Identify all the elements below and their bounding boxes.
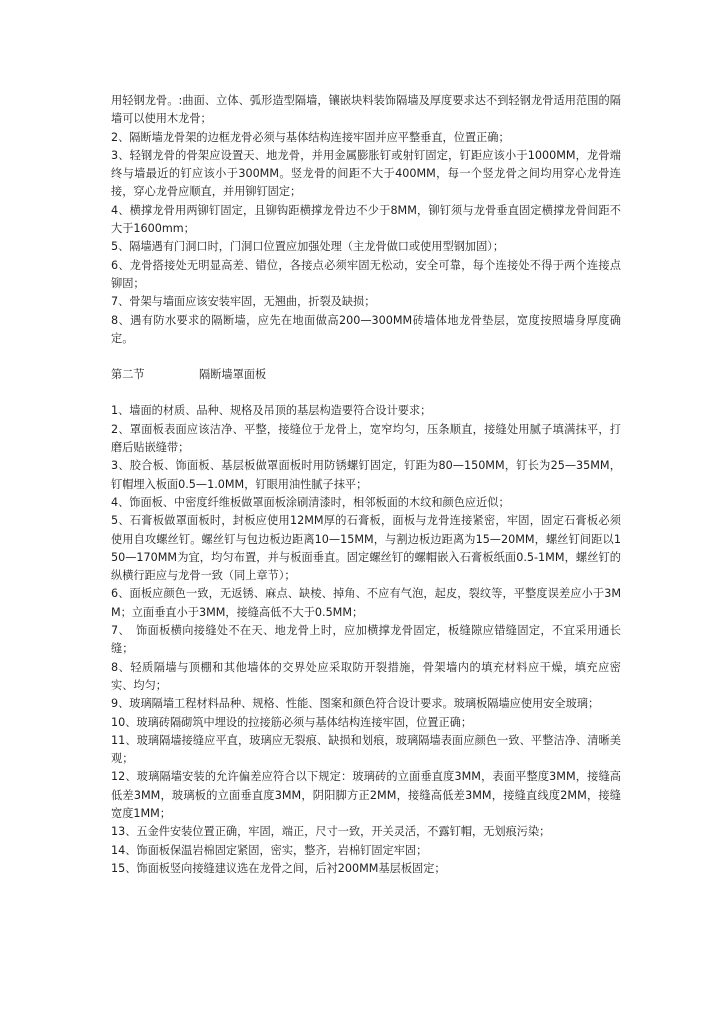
section-spacer: [111, 348, 621, 366]
panel-item-5: 5、石膏板做罩面板时，封板应使用12MM厚的石膏板，面板与龙骨连接紧密，牢固，固定石膏板必须使用自攻螺丝钉。螺丝钉与包边板边距离10—15MM，与割边板边距离为15—20MM，螺丝钉间距以150—170MM为宜，均匀布置，并与板面垂直。固定螺丝钉的螺帽嵌入石膏板纸面0.5-1MM，螺丝钉的纵横行距应与龙骨一致（同上章节）；: [111, 514, 621, 583]
panel-item-3: 3、胶合板、饰面板、基层板做罩面板时用防锈螺钉固定，钉距为80—150MM，钉长为25—35MM，钉帽埋入板面0.5—1.0MM，钉眼用油性腻子抹平；: [111, 459, 621, 491]
panel-item-13: 13、五金件安装位置正确，牢固，端正，尺寸一致，开关灵活，不露钉帽，无划痕污染；: [111, 825, 551, 839]
requirement-item-7: 7、骨架与墙面应该安装牢固，无翘曲，折裂及缺损；: [111, 295, 376, 309]
section-heading: [111, 366, 621, 384]
panel-item-15: 15、饰面板竖向接缝建议选在龙骨之间，后衬200MM基层板固定；: [111, 861, 446, 875]
panel-item-2: 2、罩面板表面应该洁净、平整，接缝位于龙骨上，宽窄均匀，压条顺直，接缝处用腻子填满抹平，打磨后贴嵌缝带；: [111, 422, 621, 455]
requirement-item-8: 8、遇有防水要求的隔断墙，应先在地面做高200—300MM砖墙体地龙骨垫层，宽度按照墙身厚度确定。: [111, 313, 621, 345]
section-spacer: [111, 384, 621, 402]
requirement-item-2: 2、隔断墙龙骨架的边框龙骨必须与基体结构连接牢固并应平整垂直，位置正确；: [111, 130, 510, 144]
panel-item-1: 1、墙面的材质、品种、规格及吊顶的基层构造要符合设计要求；: [111, 404, 432, 418]
panel-item-11: 11、玻璃隔墙接缝应平直，玻璃应无裂痕、缺损和划痕，玻璃隔墙表面应颜色一致、平整洁净、清晰美观；: [111, 733, 621, 766]
requirement-item-3: 3、轻钢龙骨的骨架应设置天、地龙骨，并用金属膨胀钉或射钉固定，钉距应该小于1000MM，龙骨端终与墙最近的钉应该小于300MM。竖龙骨的间距不大于400MM，每一个竖龙骨之间均用穿心龙骨连接，穿心龙骨应顺直，并用铆钉固定；: [111, 148, 621, 199]
document-body: [111, 92, 621, 878]
panel-item-7: 7、 饰面板横向接缝处不在天、地龙骨上时，应加横撑龙骨固定，板缝隙应错缝固定，不宜采用通长缝；: [111, 624, 621, 656]
panel-item-10: 10、玻璃砖隔砌筑中埋设的拉接筋必须与基体结构连接牢固，位置正确；: [111, 715, 473, 729]
panel-item-9: 9、玻璃隔墙工程材料品种、规格、性能、图案和颜色符合设计要求。玻璃板隔墙应使用安全玻璃；: [111, 697, 600, 711]
panel-item-6: 6、面板应颜色一致，无返锈、麻点、缺棱、掉角、不应有气泡，起皮，裂纹等，平整度误差应小于3MM；立面垂直小于3MM，接缝高低不大于0.5MM；: [111, 587, 621, 619]
section-number: 第二节: [111, 368, 145, 382]
panel-item-4: 4、饰面板、中密度纤维板做罩面板涂刷清漆时，相邻板面的木纹和颜色应近似；: [111, 495, 510, 509]
requirement-item-4: 4、横撑龙骨用两铆钉固定，且铆钩距横撑龙骨边不少于8MM，铆钉须与龙骨垂直固定横撑龙骨间距不大于1600mm；: [111, 203, 621, 236]
panel-item-8: 8、轻质隔墙与顶棚和其他墙体的交界处应采取防开裂措施，骨架墙内的填充材料应干燥，填充应密实、均匀；: [111, 660, 621, 692]
requirement-item-6: 6、龙骨搭接处无明显高差、错位，各接点必须牢固无松动，安全可靠，每个连接处不得于两个连接点铆固；: [111, 258, 621, 290]
section-title: 隔断墙罩面板: [199, 368, 267, 382]
panel-item-12: 12、玻璃隔墙安装的允许偏差应符合以下规定：玻璃砖的立面垂直度3MM，表面平整度3MM，接缝高低差3MM，玻璃板的立面垂直度3MM，阴阳脚方正2MM，接缝高低差3MM，接缝直线度2MM，接缝宽度1MM；: [111, 770, 621, 820]
requirement-item-5: 5、隔墙遇有门洞口时，门洞口位置应加强处理（主龙骨做口或使用型钢加固）；: [111, 240, 505, 254]
panel-item-14: 14、饰面板保温岩棉固定紧固，密实，整齐，岩棉钉固定牢固；: [111, 843, 428, 857]
paragraph-continuation: 用轻钢龙骨。:曲面、立体、弧形造型隔墙，镶嵌块料装饰隔墙及厚度要求达不到轻钢龙骨适用范围的隔墙可以使用木龙骨；: [111, 94, 621, 126]
